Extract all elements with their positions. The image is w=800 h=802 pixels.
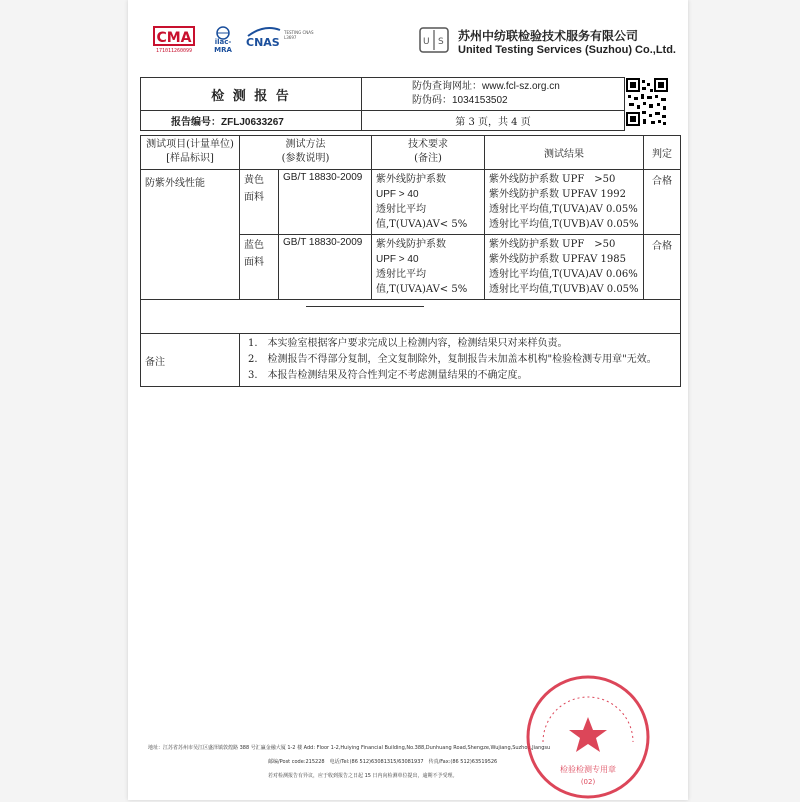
method-cell: GB/T 18830-2009 bbox=[279, 235, 372, 300]
header-judge: 判定 bbox=[644, 136, 681, 170]
remarks-content bbox=[240, 334, 681, 387]
header-method-line1: 测试方法 bbox=[285, 139, 326, 150]
uts-logo bbox=[418, 26, 450, 54]
header-method bbox=[240, 136, 372, 170]
ilac-mra-logo bbox=[208, 26, 238, 56]
result-line: 紫外线防护系数 UPFAV 1992 bbox=[489, 189, 626, 200]
req-line: 值,T(UVA)AV< 5% bbox=[376, 219, 468, 230]
blank-cell bbox=[141, 300, 681, 334]
req-line: 紫外线防护系数 bbox=[376, 174, 446, 185]
footer-notice: 若对检测报告有异议，应于收到报告之日起 15 日内向检测单位提出，逾期不予受理。 bbox=[268, 773, 458, 779]
result-line: 透射比平均值,T(UVA)AV 0.06% bbox=[489, 269, 638, 280]
req-line: UPF > 40 bbox=[376, 189, 419, 200]
anti-fake-info bbox=[362, 78, 625, 111]
result-line: 紫外线防护系数 UPF >50 bbox=[489, 174, 616, 185]
code-label: 防伪码： bbox=[412, 95, 452, 106]
cnas-logo bbox=[246, 24, 318, 58]
cma-logo bbox=[153, 26, 195, 56]
result-line: 透射比平均值,T(UVA)AV 0.05% bbox=[489, 204, 638, 215]
sample-line: 蓝色 bbox=[244, 240, 264, 251]
cma-mark: CMA bbox=[153, 26, 195, 46]
header-requirement bbox=[372, 136, 485, 170]
result-line: 透射比平均值,T(UVB)AV 0.05% bbox=[489, 284, 639, 295]
sample-line: 面料 bbox=[244, 257, 264, 268]
sample-label bbox=[240, 235, 279, 300]
header-req-line1: 技术要求 bbox=[408, 139, 448, 150]
remark-item: 3. 本报告检测结果及符合性判定不考虑测量结果的不确定度。 bbox=[248, 370, 528, 381]
req-line: 透射比平均 bbox=[376, 269, 426, 280]
sample-line: 黄色 bbox=[244, 175, 264, 186]
query-url[interactable]: www.fcl-sz.org.cn bbox=[482, 81, 560, 92]
sample-label bbox=[240, 170, 279, 235]
code-value: 1034153502 bbox=[452, 95, 508, 106]
results-table bbox=[140, 135, 681, 387]
blank-row bbox=[141, 300, 681, 334]
judge-cell: 合格 bbox=[644, 235, 681, 300]
judge-cell: 合格 bbox=[644, 170, 681, 235]
results-header-row bbox=[141, 136, 681, 170]
remark-item: 2. 检测报告不得部分复制，全文复制除外，复制报告未加盖本机构"检验检测专用章"无效。 bbox=[248, 354, 657, 365]
svg-text:检验检测专用章: 检验检测专用章 bbox=[560, 765, 616, 774]
req-line: 值,T(UVA)AV< 5% bbox=[376, 284, 468, 295]
req-line: UPF > 40 bbox=[376, 254, 419, 265]
query-label: 防伪查询网址： bbox=[412, 81, 482, 92]
result-line: 紫外线防护系数 UPFAV 1985 bbox=[489, 254, 626, 265]
remarks-row bbox=[141, 334, 681, 387]
header-item-line1: 测试项目(计量单位) bbox=[146, 139, 234, 150]
header-result: 测试结果 bbox=[485, 136, 644, 170]
result-cell bbox=[485, 170, 644, 235]
company-name-cn: 苏州中纺联检验技术服务有限公司 bbox=[458, 29, 639, 43]
header-req-line2: (备注) bbox=[414, 153, 442, 164]
sample-line: 面料 bbox=[244, 192, 264, 203]
page-info: 第 3 页，共 4 页 bbox=[362, 111, 625, 131]
qr-code-icon bbox=[625, 77, 669, 127]
report-page bbox=[128, 0, 688, 800]
ilac-mark: ilac-MRA bbox=[214, 38, 232, 54]
req-line: 透射比平均 bbox=[376, 204, 426, 215]
report-number bbox=[141, 111, 362, 131]
cma-number: 171011260099 bbox=[155, 48, 193, 54]
report-number-label: 报告编号： bbox=[171, 117, 221, 128]
method-cell: GB/T 18830-2009 bbox=[279, 170, 372, 235]
svg-text:(02): (02) bbox=[580, 778, 596, 786]
req-line: 紫外线防护系数 bbox=[376, 239, 446, 250]
header-item bbox=[141, 136, 240, 170]
svg-text:S: S bbox=[438, 37, 444, 47]
result-cell bbox=[485, 235, 644, 300]
report-header-table bbox=[140, 77, 625, 131]
report-title: 检 测 报 告 bbox=[141, 78, 362, 111]
footer-contact: 邮编/Post code:215228 电话/Tel:(86 512)63081315/63081937 传真/Fax:(86 512)63519526 bbox=[268, 759, 498, 765]
report-number-value: ZFLJ0633267 bbox=[221, 117, 284, 128]
header-method-line2: (参数说明) bbox=[281, 153, 330, 164]
remarks-label: 备注 bbox=[141, 334, 240, 387]
test-item: 防紫外线性能 bbox=[141, 170, 240, 300]
official-seal bbox=[523, 672, 653, 802]
result-line: 紫外线防护系数 UPF >50 bbox=[489, 239, 616, 250]
divider bbox=[306, 306, 424, 307]
table-row bbox=[141, 170, 681, 235]
result-line: 透射比平均值,T(UVB)AV 0.05% bbox=[489, 219, 639, 230]
header-item-line2: [样品标识] bbox=[166, 153, 214, 164]
cnas-mark: CNAS bbox=[246, 36, 280, 49]
footer-address: 地址：江苏省苏州市吴江区盛泽镇敦煌路 388 号汇赢金融大厦 1-2 楼 Add: Floor 1-2,Huiying Financial Building,No.388,Dunhuang Road,Shengze,Wujiang,Suzhou,Jiangsu bbox=[148, 745, 551, 751]
requirement-cell bbox=[372, 170, 485, 235]
svg-text:U: U bbox=[423, 37, 430, 47]
requirement-cell bbox=[372, 235, 485, 300]
cnas-sub: TESTING CNAS L3697 bbox=[284, 30, 314, 40]
company-name-en: United Testing Services (Suzhou) Co.,Ltd. bbox=[458, 44, 676, 56]
remark-item: 1. 本实验室根据客户要求完成以上检测内容，检测结果只对来样负责。 bbox=[248, 338, 568, 349]
